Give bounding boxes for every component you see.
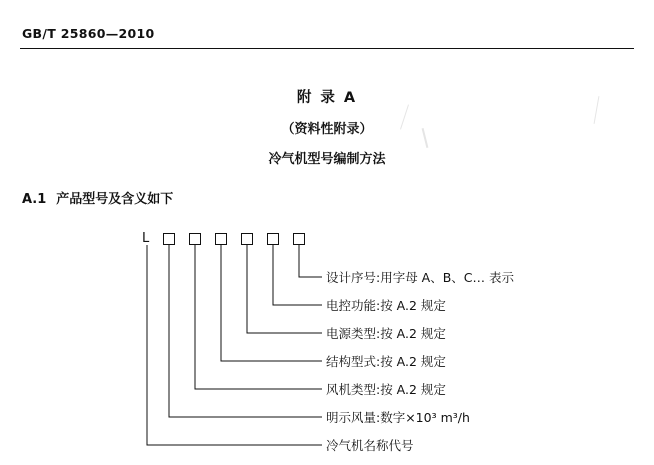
diagram-box-4 <box>241 233 253 245</box>
legend-design-sequence: 设计序号:用字母 A、B、C… 表示 <box>326 270 515 285</box>
page-header-standard-code: GB/T 25860—2010 <box>22 26 155 41</box>
section-number: A.1 <box>22 192 47 207</box>
appendix-type: （资料性附录） <box>281 122 373 137</box>
legend-rated-air-volume: 明示风量:数字×10³ m³/h <box>326 410 470 425</box>
legend-product-name-code: 冷气机名称代号 <box>326 438 414 453</box>
diagram-box-3 <box>215 233 227 245</box>
appendix-title: 附 录 A <box>296 90 358 106</box>
appendix-title-block <box>0 86 654 167</box>
legend-power-supply-type: 电源类型:按 A.2 规定 <box>326 326 446 341</box>
diagram-box-5 <box>267 233 279 245</box>
diagram-leading-letter: L <box>142 231 150 246</box>
diagram-box-6 <box>293 233 305 245</box>
appendix-subject: 冷气机型号编制方法 <box>268 152 386 167</box>
section-title: 产品型号及含义如下 <box>56 192 174 207</box>
section-heading <box>22 188 173 207</box>
legend-fan-type: 风机类型:按 A.2 规定 <box>326 382 446 397</box>
header-divider-rule <box>20 48 634 49</box>
legend-electric-control-function: 电控功能:按 A.2 规定 <box>326 298 446 313</box>
diagram-box-2 <box>189 233 201 245</box>
legend-structure-type: 结构型式:按 A.2 规定 <box>326 354 446 369</box>
diagram-box-1 <box>163 233 175 245</box>
